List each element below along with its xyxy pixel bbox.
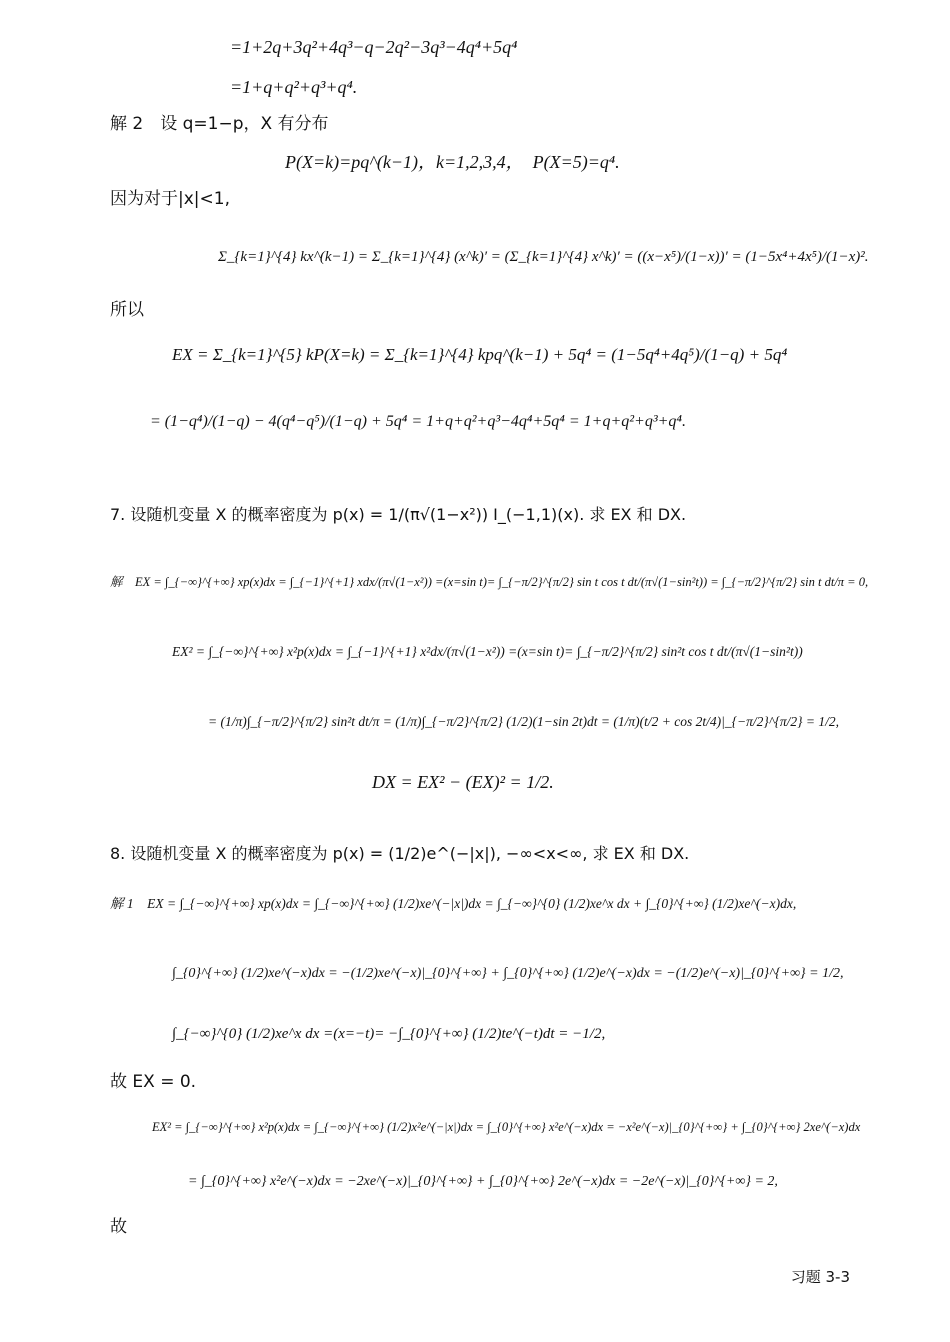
eq-p8-ex2-cont: = ∫_{0}^{+∞} x²e^(−x)dx = −2xe^(−x)|_{0}^{+∞} + ∫_{0}^{+∞} 2e^(−x)dx = −2e^(−x)|_{0}^{+∞} = 2,	[188, 1174, 778, 1189]
eq-ex-line-2: = (1−q⁴)/(1−q) − 4(q⁴−q⁵)/(1−q) + 5q⁴ = 1+q+q²+q³−4q⁴+5q⁴ = 1+q+q²+q³+q⁴.	[150, 413, 686, 430]
eq-p7-ex2: EX² = ∫_{−∞}^{+∞} x²p(x)dx = ∫_{−1}^{+1} x²dx/(π√(1−x²)) =(x=sin t)= ∫_{−π/2}^{π/2} sin²t cos t dt/(π√(1−sin²t))	[172, 644, 803, 659]
eq-p7-dx: DX = EX² − (EX)² = 1/2.	[372, 772, 554, 792]
eq-ex-line-1: EX = Σ_{k=1}^{5} kP(X=k) = Σ_{k=1}^{4} kpq^(k−1) + 5q⁴ = (1−5q⁴+4q⁵)/(1−q) + 5q⁴	[172, 345, 788, 364]
problem-8-statement: 8. 设随机变量 X 的概率密度为 p(x) = (1/2)e^(−|x|), −∞<x<∞, 求 EX 和 DX.	[110, 844, 690, 863]
eq-line-1: =1+2q+3q²+4q³−q−2q²−3q³−4q⁴+5q⁴	[230, 37, 518, 57]
eq-line-2: =1+q+q²+q³+q⁴.	[230, 77, 358, 97]
text-ex-zero: 故 EX = 0.	[110, 1072, 197, 1092]
eq-p8-integral-1: ∫_{0}^{+∞} (1/2)xe^(−x)dx = −(1/2)xe^(−x)|_{0}^{+∞} + ∫_{0}^{+∞} (1/2)e^(−x)dx = −(1/2)e^(−x)|_{0}^{+∞} = 1/2,	[172, 966, 844, 981]
eq-p8-integral-2: ∫_{−∞}^{0} (1/2)xe^x dx =(x=−t)= −∫_{0}^{+∞} (1/2)te^(−t)dt = −1/2,	[172, 1026, 606, 1042]
problem-7-text: 7. 设随机变量 X 的概率密度为 p(x) = 1/(π√(1−x²)) I_(−1,1)(x). 求 EX 和 DX.	[110, 505, 687, 524]
eq-p7-ex: 解 EX = ∫_{−∞}^{+∞} xp(x)dx = ∫_{−1}^{+1} xdx/(π√(1−x²)) =(x=sin t)= ∫_{−π/2}^{π/2} sin t cos t dt/(π√(1−sin²t)) = ∫_{−π/2}^{π/2} sin t dt/π = 0,	[110, 575, 869, 589]
text-therefore: 所以	[110, 300, 144, 320]
eq-p8-ex: 解 1 EX = ∫_{−∞}^{+∞} xp(x)dx = ∫_{−∞}^{+∞} (1/2)xe^(−|x|)dx = ∫_{−∞}^{0} (1/2)xe^x dx + ∫_{0}^{+∞} (1/2)xe^(−x)dx,	[110, 896, 797, 911]
solution-2-heading: 解 2 设 q=1−p，X 有分布	[110, 114, 329, 134]
problem-7-statement	[110, 503, 686, 527]
text-because: 因为对于|x|<1,	[110, 189, 230, 209]
eq-p8-ex2: EX² = ∫_{−∞}^{+∞} x²p(x)dx = ∫_{−∞}^{+∞} (1/2)x²e^(−|x|)dx = ∫_{0}^{+∞} x²e^(−x)dx = −x²e^(−x)|_{0}^{+∞} + ∫_{0}^{+∞} 2xe^(−x)dx	[152, 1120, 861, 1134]
eq-p7-ex2-cont: = (1/π)∫_{−π/2}^{π/2} sin²t dt/π = (1/π)∫_{−π/2}^{π/2} (1/2)(1−sin 2t)dt = (1/π)(t/2 + cos 2t/4)|_{−π/2}^{π/2} = 1/2,	[208, 714, 839, 729]
text-hence: 故	[110, 1217, 127, 1237]
eq-sum-derivative: Σ_{k=1}^{4} kx^(k−1) = Σ_{k=1}^{4} (x^k)′ = (Σ_{k=1}^{4} x^k)′ = ((x−x⁵)/(1−x))′ = (1−5x⁴+4x⁵)/(1−x)².	[218, 249, 869, 265]
page-footer: 习题 3-3	[790, 1268, 850, 1286]
eq-distribution: P(X=k)=pq^(k−1)，k=1,2,3,4， P(X=5)=q⁴.	[285, 152, 620, 172]
